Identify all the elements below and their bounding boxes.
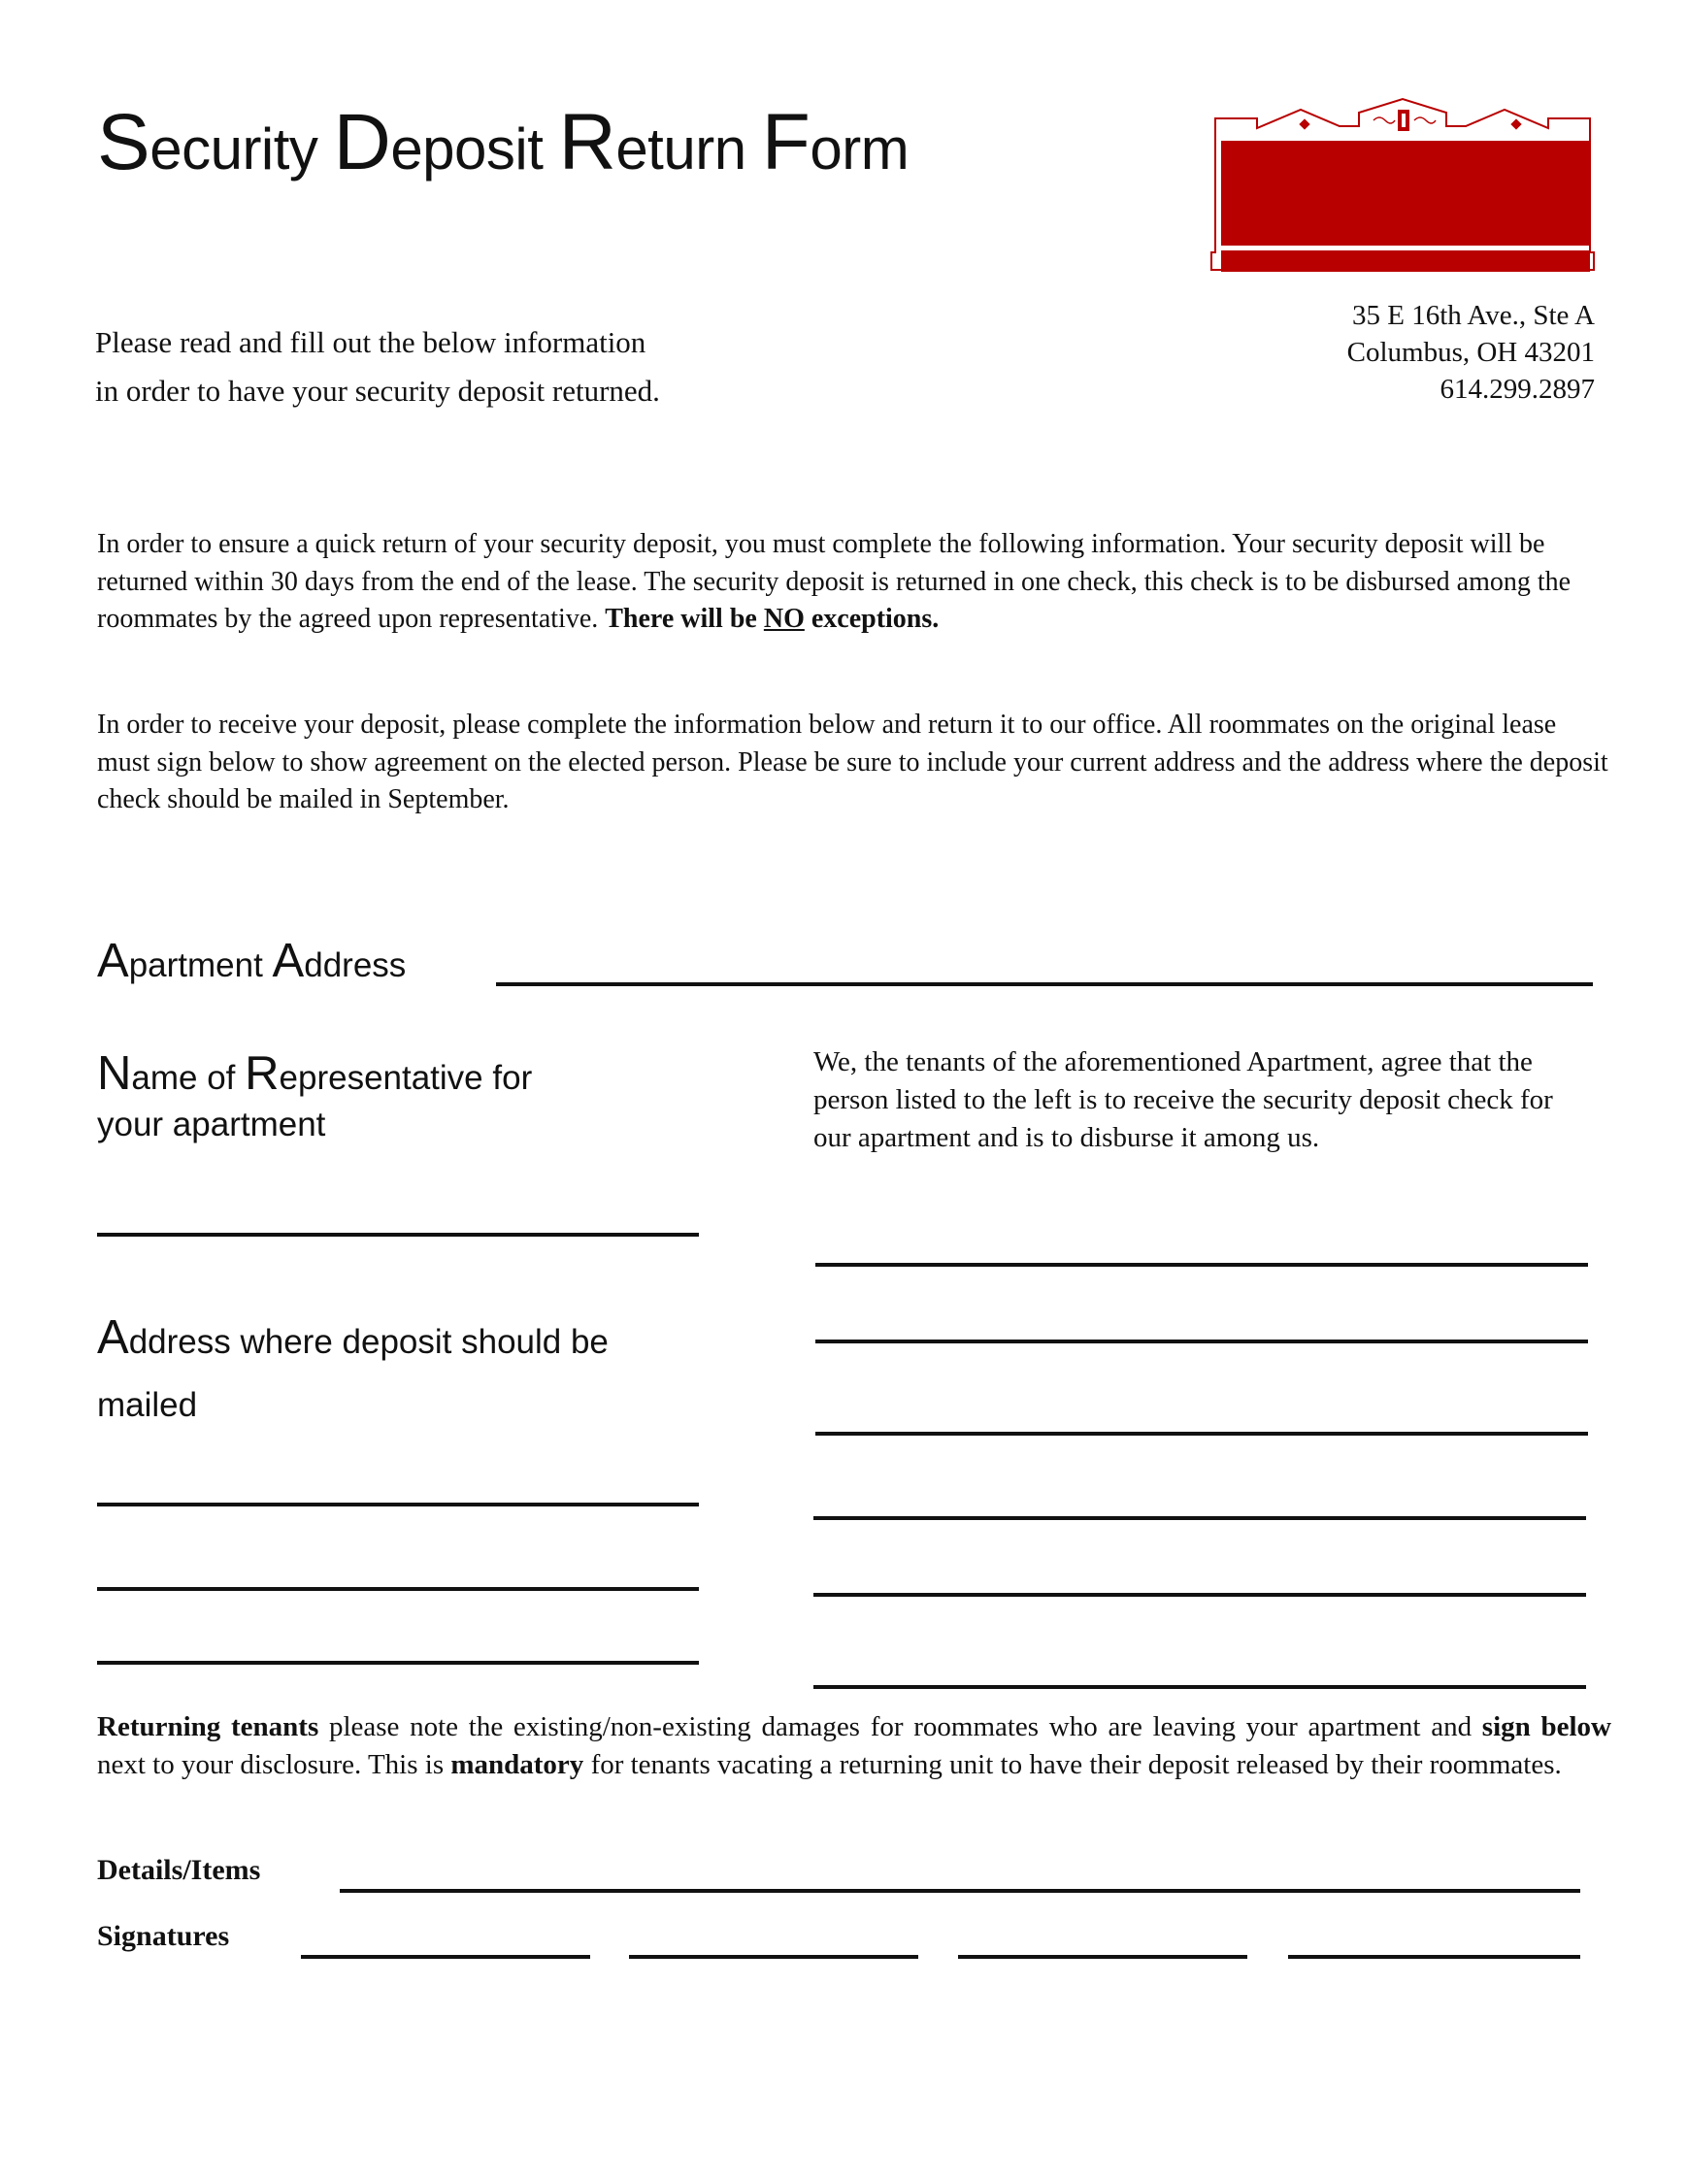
mailing-address-label-line2: mailed (97, 1386, 198, 1424)
intro-line: Please read and fill out the below information (95, 325, 646, 359)
label-cap: R (245, 1047, 280, 1100)
address-phone: 614.299.2897 (1440, 374, 1595, 405)
details-items-field[interactable] (340, 1889, 1580, 1893)
label-cap: N (97, 1047, 132, 1100)
instructions-paragraph-1 (97, 526, 1611, 639)
label-cap: A (97, 1311, 129, 1364)
tenant-signature-line-4[interactable] (813, 1516, 1586, 1520)
label-text: ddress (304, 946, 407, 984)
title-word: eposit (390, 116, 544, 182)
mailing-address-line-2[interactable] (97, 1587, 699, 1591)
signatures-label: Signatures (97, 1920, 230, 1952)
label-text: epresentative for (279, 1059, 533, 1097)
label-text: ame of (131, 1059, 246, 1097)
label-cap: A (97, 935, 129, 987)
tenant-signature-line-1[interactable] (815, 1263, 1588, 1267)
title-cap: R (558, 98, 616, 186)
label-text: your apartment (97, 1106, 326, 1143)
signature-line-2[interactable] (629, 1955, 918, 1959)
emphasis-underlined: NO (763, 604, 805, 634)
tenant-signature-line-3[interactable] (815, 1432, 1588, 1436)
label-text: ddress where deposit should be (128, 1323, 609, 1361)
title-word: ecurity (149, 116, 318, 182)
representative-name-field[interactable] (97, 1233, 699, 1237)
office-address (1347, 297, 1595, 408)
apartment-address-label (97, 934, 406, 988)
emphasis-text: There will be (605, 604, 764, 634)
paragraph-text: next to your disclosure. This is (97, 1749, 451, 1780)
label-cap: A (272, 935, 305, 987)
instructions-paragraph-2 (97, 707, 1611, 819)
mailing-address-label (97, 1310, 609, 1365)
signature-line-3[interactable] (958, 1955, 1247, 1959)
signature-line-4[interactable] (1288, 1955, 1580, 1959)
address-city: Columbus, OH 43201 (1346, 337, 1595, 368)
signature-line-1[interactable] (301, 1955, 590, 1959)
paragraph-text: In order to receive your deposit, please complete the information below and return it to our office. All roommates on the original lease must sign below to show agreement on the elected person. Please be sure to include your current address and the address where the deposit check should be mailed in September. (97, 710, 1608, 814)
details-items-label: Details/Items (97, 1854, 261, 1886)
paragraph-text: for tenants vacating a returning unit to have their deposit released by their roommates. (583, 1749, 1562, 1780)
title-cap: S (97, 98, 150, 186)
intro-text (95, 318, 660, 415)
title-word: eturn (615, 116, 746, 182)
title-cap: D (333, 98, 391, 186)
agreement-text: We, the tenants of the aforementioned Apartment, agree that the person listed to the left is to receive the security deposit check for our apartment and is to disburse it among us. (813, 1046, 1553, 1153)
label-text: partment (128, 946, 273, 984)
emphasis-text: exceptions. (804, 604, 940, 634)
apartment-address-field[interactable] (496, 982, 1593, 986)
tenant-signature-line-6[interactable] (813, 1685, 1586, 1689)
building-logo-icon (1204, 97, 1602, 277)
paragraph-text: In order to ensure a quick return of your security deposit, you must complete the following information. Your security deposit will be returned within 30 days from the end of the lease. The security deposit is returned in one check, this check is to be disbursed among the roommates by the agreed upon representative. (97, 529, 1572, 634)
emphasis-text: Returning tenants (97, 1711, 319, 1742)
representative-label (97, 1047, 533, 1148)
intro-line: in order to have your security deposit returned. (95, 374, 660, 408)
tenant-signature-line-5[interactable] (813, 1593, 1586, 1597)
tenant-signature-line-2[interactable] (815, 1340, 1588, 1343)
emphasis-text: sign below (1481, 1711, 1611, 1742)
page-title (97, 97, 909, 188)
title-word: orm (810, 116, 910, 182)
mailing-address-line-3[interactable] (97, 1661, 699, 1665)
mailing-address-line-1[interactable] (97, 1503, 699, 1506)
title-cap: F (761, 98, 811, 186)
address-street: 35 E 16th Ave., Ste A (1352, 300, 1595, 331)
emphasis-text: mandatory (450, 1749, 584, 1780)
paragraph-text: please note the existing/non-existing damages for roommates who are leaving your apartment and (318, 1711, 1482, 1742)
returning-tenants-paragraph (97, 1708, 1611, 1784)
